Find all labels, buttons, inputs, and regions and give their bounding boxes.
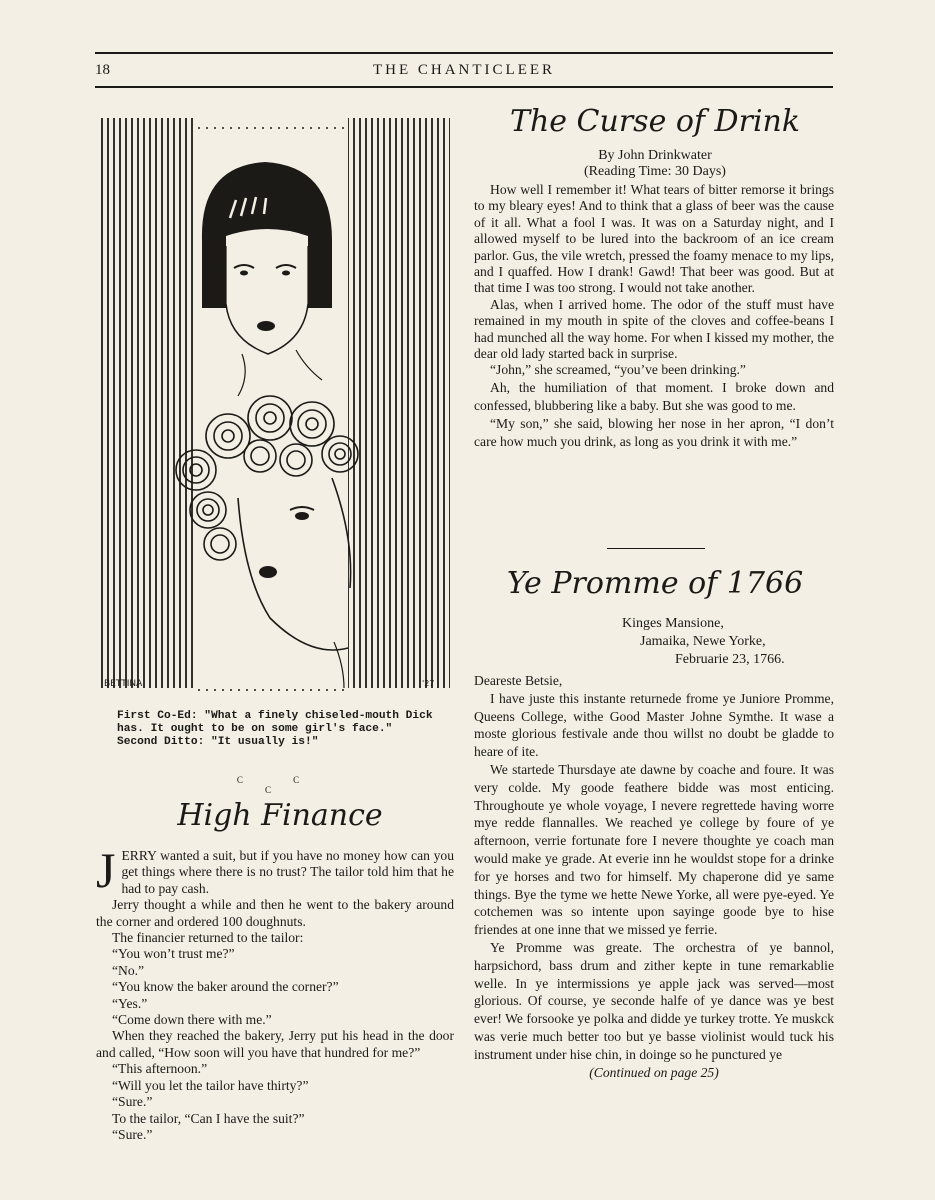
header-rule: [95, 86, 833, 88]
paragraph: Ye Promme was greate. The orchestra of ye bannol, harpsichord, bass drum and zither kepte in tune remarkablie welle. In ye intermissions ye apple jack was served—most glorious. Of course, ye seconde halfe of ye dance was ye best ever! We forsooke ye polka and didde ye turkey trotte. Ye muskck was verie much better too but ye basse violinist would tuck his instrument under hise chin, in doinge so he punctured ye: [474, 939, 834, 1062]
curse-of-drink-article: [474, 182, 834, 451]
paragraph: “No.”: [112, 962, 145, 978]
paragraph: “John,” she screamed, “you’ve been drinking.”: [490, 362, 746, 378]
paragraph: “You won’t trust me?”: [112, 946, 235, 962]
paragraph: “My son,” she said, blowing her nose in her apron, “I don’t care how much you drink, as long as you drink it with me.”: [474, 415, 834, 449]
paragraph: We startede Thursdaye ate dawne by coache and foure. It was very colde. My goode featherе bidde was most enticing. Throughoute ye whole voyage, I nevere regrettede having worre mye redde flannalles. We reached ye college by foure of ye afternoon, verrie fortunate fore I nevere thoughte ye coach man would make ye grade. At everie inn he wouldst stope for a drinke for ye horses and two for himself. My chaperone did ye same things. Bye the tyme we hette Newe Yorke, all were pye-eyed. Ye cotchemen was so intente upon sayinge goode bye to hise friendes at one inne that we missed ye ferrie.: [474, 761, 834, 938]
drop-cap: J: [96, 842, 116, 898]
paragraph: Jerry thought a while and then he went to the bakery around the corner and ordered 100 doughnuts.: [96, 897, 454, 929]
curse-byline: By John Drinkwater: [598, 148, 712, 163]
ye-promme-article: [474, 672, 834, 1081]
paragraph: “Yes.”: [112, 995, 148, 1011]
continued-note: (Continued on page 25): [589, 1064, 719, 1080]
running-header: [95, 60, 833, 84]
paragraph: “You know the baker around the corner?”: [112, 979, 339, 995]
address-line-2: Jamaika, Newe Yorke,: [640, 634, 766, 649]
paragraph: Alas, when I arrived home. The odor of the stuff must have remained in my mouth in spite of the cloves and coffee-beans I had munched all the way home. For when I kissed my mother, the dear old lady started back in surprise.: [474, 296, 834, 362]
paragraph: “Sure.”: [112, 1094, 153, 1110]
paragraph: When they reached the bakery, Jerry put his head in the door and called, “How soon will you have that hundred for me?”: [96, 1028, 454, 1060]
artist-signature: BETTINA: [104, 679, 143, 689]
caption-line: has. It ought to be on some girl's face.": [117, 723, 393, 735]
paragraph: “Will you let the tailor have thirty?”: [112, 1077, 309, 1093]
high-finance-opening: ERRY wanted a suit, but if you have no money how can you get things where there is no trust? The tailor told him that he had to pay cash.: [121, 848, 454, 896]
curse-of-drink-title: The Curse of Drink: [509, 104, 801, 139]
article-divider: [607, 548, 705, 549]
section-separator: C C C: [236, 775, 324, 795]
paragraph: “Sure.”: [112, 1126, 153, 1142]
illustration-drawing: [100, 118, 450, 700]
page-number: 18: [95, 62, 110, 78]
paragraph: “This afternoon.”: [112, 1061, 208, 1077]
high-finance-first-paragraph: [96, 842, 454, 898]
illustration-two-co-eds: [100, 118, 450, 700]
high-finance-title: High Finance: [177, 798, 383, 833]
cartoon-caption: [117, 710, 462, 749]
paragraph: How well I remember it! What tears of bitter remorse it brings to my bleary eyes! And to think that a glass of beer was the cause of it all. What a fool I was. It was on a Saturday night, and I allowed myself to be lured into the backroom of an ice cream parlor. Gus, the vile wretch, pressed the foamy menace to my lips, and I quaffed. How I drank! Gawd! That beer was good. But at that time I was too strong. I would not take another.: [474, 182, 834, 296]
paragraph: Ah, the humiliation of that moment. I broke down and confessed, blubbering like a baby. But she was good to me.: [474, 379, 834, 413]
letter-date: Februarie 23, 1766.: [675, 652, 785, 667]
top-rule: [95, 52, 833, 54]
salutation: Deareste Betsie,: [474, 673, 563, 688]
high-finance-article: [96, 842, 454, 1143]
magazine-title: THE CHANTICLEER: [372, 62, 556, 78]
paragraph: “Come down there with me.”: [112, 1012, 272, 1028]
paragraph: The financier returned to the tailor:: [112, 930, 304, 946]
curse-reading-time: (Reading Time: 30 Days): [584, 164, 726, 179]
address-line-1: Kinges Mansione,: [622, 616, 724, 631]
paragraph: I have juste this instante returnede frome ye Juniore Promme, Queens College, withe Good Master Johne Symthe. It wase a moste glorious festivale ande thou willst no doubt be gladde to heare of ite.: [474, 690, 834, 760]
ye-promme-title: Ye Promme of 1766: [506, 566, 804, 601]
caption-line: Second Ditto: "It usually is!": [117, 736, 319, 748]
paragraph: To the tailor, “Can I have the suit?”: [112, 1110, 305, 1126]
artist-year: '27: [422, 679, 435, 688]
caption-line: First Co-Ed: "What a finely chiseled-mouth Dick: [117, 710, 433, 722]
